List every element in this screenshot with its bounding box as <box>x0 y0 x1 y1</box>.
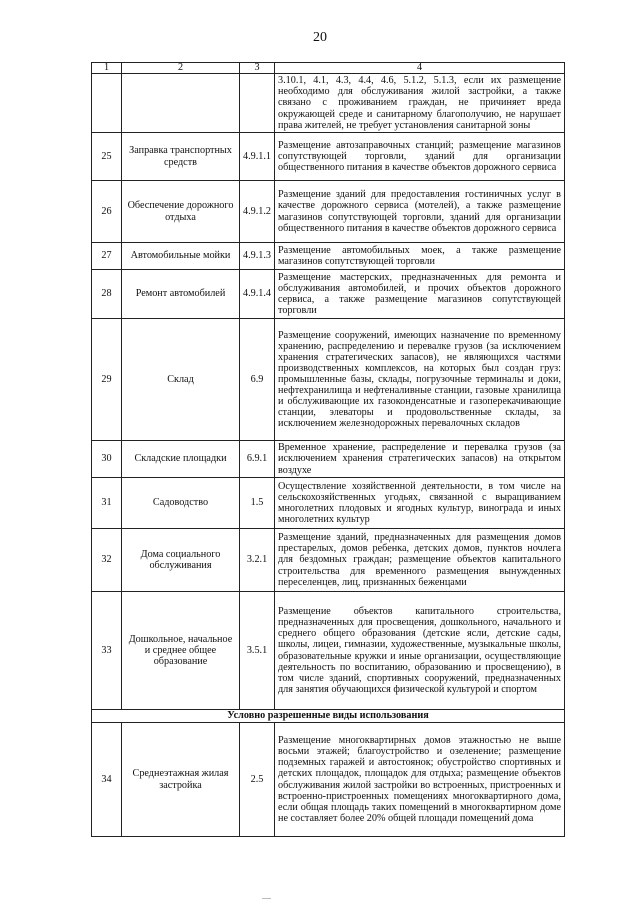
row-number: 30 <box>92 441 122 478</box>
row-name: Обеспечение дорожного отдыха <box>122 181 240 243</box>
row-number: 34 <box>92 723 122 837</box>
header-col-3: 3 <box>240 63 275 74</box>
table-row <box>92 441 565 478</box>
row-name: Заправка транспортных средств <box>122 133 240 181</box>
section-title: Условно разрешенные виды использования <box>92 710 565 723</box>
row-code: 3.2.1 <box>240 529 275 592</box>
row-name: Автомобильные мойки <box>122 243 240 270</box>
header-col-4: 4 <box>275 63 565 74</box>
row-name: Дошкольное, начальное и среднее общее образование <box>122 592 240 710</box>
row-code: 6.9.1 <box>240 441 275 478</box>
table-row <box>92 592 565 710</box>
page-number: 20 <box>313 30 327 45</box>
land-use-table <box>91 62 565 837</box>
table-row <box>92 270 565 319</box>
row-number: 32 <box>92 529 122 592</box>
row-description: Размещение многоквартирных домов этажностью не выше восьми этажей; благоустройство и озеленение; размещение подземных гаражей и автостоянок; обустройство спортивных и детских площадок, площадок для отдыха; размещение объектов обслуживания жилой застройки во встроенных, пристроенных и встроенно-пристроенных помещениях многоквартирного дома, если общая площадь таких помещений в многоквартирном доме не составляет более 20% общей площади помещений дома <box>275 723 565 837</box>
continuation-row <box>92 74 565 133</box>
table-row <box>92 478 565 529</box>
row-description: Временное хранение, распределение и перевалка грузов (за исключением хранения стратегических запасов) на открытом воздухе <box>275 441 565 478</box>
row-name: Склад <box>122 319 240 441</box>
row-code: 4.9.1.4 <box>240 270 275 319</box>
row-code: 4.9.1.2 <box>240 181 275 243</box>
row-number: 26 <box>92 181 122 243</box>
row-number: 28 <box>92 270 122 319</box>
row-description: Размещение сооружений, имеющих назначение по временному хранению, распределению и перевалке грузов (за исключением хранения стратегических запасов), не являющихся частями производственных комплексов, на которых был создан груз: промышленные базы, склады, погрузочные терминалы и доки, нефтехранилища и нефтеналивные станции, газовые хранилища и обслуживающие их газоконденсатные и газоперекачивающие станции, элеваторы и продовольственные склады, за исключением железнодорожных перевалочных складов <box>275 319 565 441</box>
row-code: 6.9 <box>240 319 275 441</box>
table-row <box>92 181 565 243</box>
row-name: Садоводство <box>122 478 240 529</box>
row-description: Размещение мастерских, предназначенных для ремонта и обслуживания автомобилей, и прочих объектов дорожного сервиса, а также размещение магазинов сопутствующей торговли <box>275 270 565 319</box>
row-description: Размещение зданий, предназначенных для размещения домов престарелых, домов ребенка, детских домов, пунктов ночлега для бездомных граждан; размещение объектов капитального строительства для временного размещения вынужденных переселенцев, лиц, признанных беженцами <box>275 529 565 592</box>
row-number: 25 <box>92 133 122 181</box>
row-code: 1.5 <box>240 478 275 529</box>
table-row <box>92 723 565 837</box>
row-description: Размещение зданий для предоставления гостиничных услуг в качестве дорожного сервиса (мотелей), а также размещение магазинов сопутствующей торговли, зданий для организации общественного питания в качестве объектов дорожного сервиса <box>275 181 565 243</box>
section-header-row <box>92 710 565 723</box>
row-name: Среднеэтажная жилая застройка <box>122 723 240 837</box>
row-number: 27 <box>92 243 122 270</box>
row-name: Складские площадки <box>122 441 240 478</box>
row-description: Размещение объектов капитального строительства, предназначенных для просвещения, дошкольного, начального и среднего общего образования (детские ясли, детские сады, школы, лицеи, гимназии, художественные, музыкальные школы, образовательные кружки и иные организации, осуществляющие деятельность по воспитанию, образованию и просвещению), в том числе зданий, спортивных сооружений, предназначенных для занятия обучающихся физической культурой и спортом <box>275 592 565 710</box>
header-col-2: 2 <box>122 63 240 74</box>
row-number: 29 <box>92 319 122 441</box>
row-name: Дома социального обслуживания <box>122 529 240 592</box>
row-number: 33 <box>92 592 122 710</box>
header-col-1: 1 <box>92 63 122 74</box>
row-number: 31 <box>92 478 122 529</box>
table-row <box>92 319 565 441</box>
table-row <box>92 529 565 592</box>
table-row <box>92 133 565 181</box>
scan-mark <box>262 898 271 899</box>
row-code: 2.5 <box>240 723 275 837</box>
continuation-text: 3.10.1, 4.1, 4.3, 4.4, 4.6, 5.1.2, 5.1.3, если их размещение необходимо для обслуживания жилой застройки, а также связано с проживанием граждан, не причиняет вреда окружающей среде и санитарному благополучию, не нарушает права жителей, не требует установления санитарной зоны <box>275 74 565 133</box>
row-description: Размещение автозаправочных станций; размещение магазинов сопутствующей торговли, зданий для организации общественного питания в качестве объектов дорожного сервиса <box>275 133 565 181</box>
row-code: 4.9.1.3 <box>240 243 275 270</box>
table-row <box>92 243 565 270</box>
row-name: Ремонт автомобилей <box>122 270 240 319</box>
table-header-row <box>92 63 565 74</box>
row-description: Размещение автомобильных моек, а также размещение магазинов сопутствующей торговли <box>275 243 565 270</box>
row-description: Осуществление хозяйственной деятельности, в том числе на сельскохозяйственных угодьях, связанной с выращиванием многолетних плодовых и ягодных культур, винограда и иных многолетних культур <box>275 478 565 529</box>
row-code: 3.5.1 <box>240 592 275 710</box>
row-code: 4.9.1.1 <box>240 133 275 181</box>
